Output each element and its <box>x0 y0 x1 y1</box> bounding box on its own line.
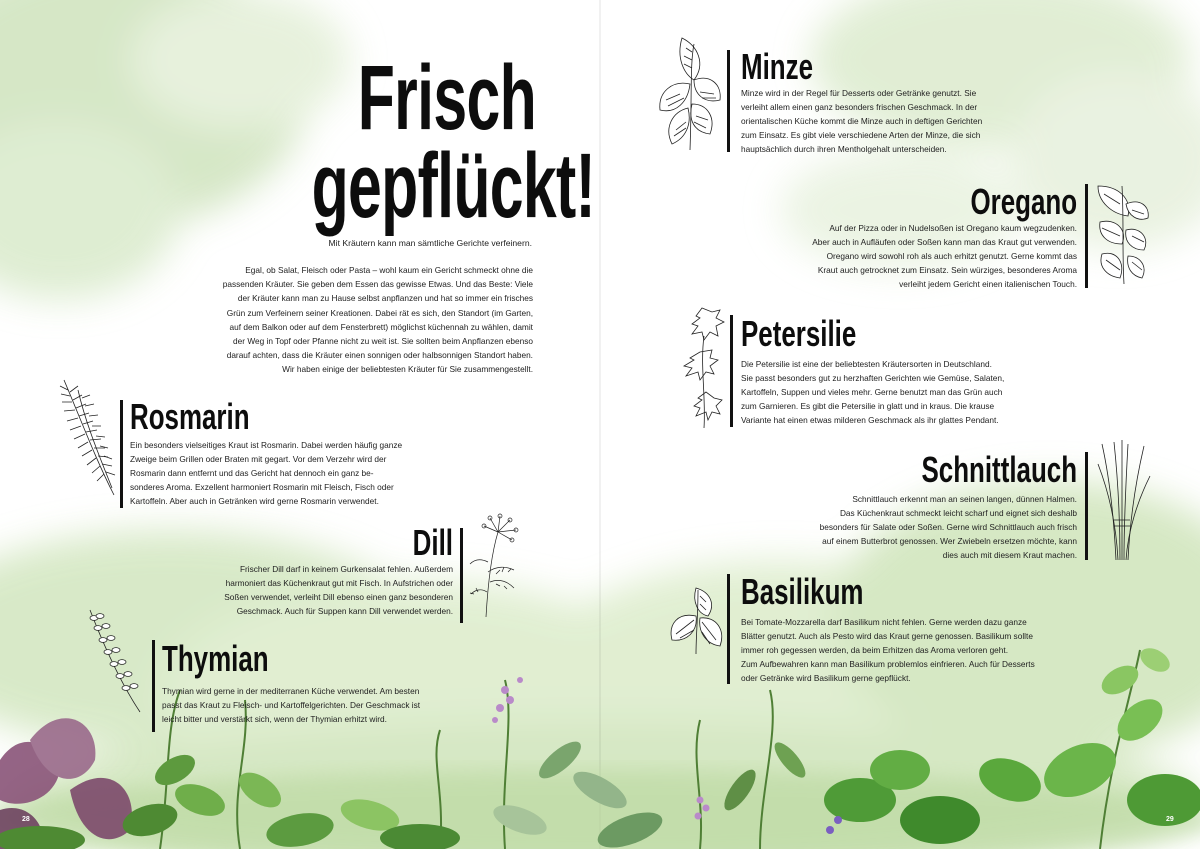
petersilie-text <box>741 357 1081 427</box>
schnittlauch-line: Das Küchenkraut schmeckt leicht scharf und eignet sich deshalb <box>839 508 1077 519</box>
oregano-line: verleiht jedem Gericht einen italienischen Touch. <box>899 279 1077 290</box>
schnittlauch-accent-bar <box>1085 452 1088 560</box>
dill-line: Geschmack. Auch für Suppen kann Dill verwendet werden. <box>236 606 453 617</box>
petersilie-accent-bar <box>730 315 733 427</box>
minze-line: orientalischen Küche kommt die Minze auch in deftigen Gerichten <box>741 116 983 127</box>
oregano-line: Kraut auch getrocknet zum Einsatz. Sein würziges, besonderes Aroma <box>817 265 1077 276</box>
basilikum-heading: Basilikum <box>741 571 864 612</box>
page-title <box>196 47 596 237</box>
basilikum-line: Blätter genutzt. Auch als Pesto wird das Kraut gerne genossen. Basilikum sollte <box>741 631 1033 642</box>
thymian-line: Thymian wird gerne in der mediterranen Küche verwendet. Am besten <box>162 686 420 696</box>
basil-sketch-icon <box>666 586 728 656</box>
intro-line: passenden Kräuter. Sie geben dem Essen das gewisse Etwas. Und das Beste: Viele <box>222 279 533 290</box>
rosmarin-heading: Rosmarin <box>130 396 250 437</box>
schnittlauch-line: dies auch mit diesem Kraut machen. <box>942 550 1077 561</box>
rosemary-sketch-icon <box>56 370 120 500</box>
page-number-left: 28 <box>22 816 30 823</box>
rosmarin-line: sonderes Aroma. Exzellent harmoniert Rosmarin mit Fleisch, Fisch oder <box>130 482 394 493</box>
thymian-heading: Thymian <box>162 638 269 679</box>
intro-text <box>190 263 533 377</box>
petersilie-line: Variante hat einen etwas milderen Geschmack als ihr glattes Pendant. <box>741 415 999 426</box>
thymian-accent-bar <box>152 640 155 732</box>
rosmarin-line: Kartoffeln. Aber auch in Getränken wird gerne Rosmarin verwendet. <box>130 496 379 507</box>
minze-line: zum Einsatz. Es gibt viele verschiedene Arten der Minze, die sich <box>741 130 981 141</box>
petersilie-line: Kartoffeln, Suppen und vieles mehr. Gerne benutzt man das Grün auch <box>741 387 1003 398</box>
petersilie-line: Die Petersilie ist eine der beliebtesten Kräutersorten in Deutschland. <box>741 359 992 369</box>
oregano-accent-bar <box>1085 184 1088 288</box>
dill-accent-bar <box>460 528 463 623</box>
basilikum-line: Bei Tomate-Mozzarella darf Basilikum nicht fehlen. Gerne werden dazu ganze <box>741 617 1027 627</box>
basilikum-text <box>741 615 1086 685</box>
parsley-sketch-icon <box>676 306 730 430</box>
minze-text <box>741 86 1061 156</box>
oregano-line: Aber auch in Aufläufen oder Soßen kann man das Kraut gut verwenden. <box>812 237 1077 248</box>
intro-line: auf dem Balkon oder auf dem Fensterbrett) möglichst küchennah zu wählen, damit <box>229 321 533 332</box>
intro-line: Grün zum Verfeinern seiner Kreationen. Dabei rät es sich, den Standort (im Garten, <box>226 307 533 318</box>
oregano-text <box>740 221 1077 291</box>
basilikum-line: Zum Aufbewahren kann man Basilikum problemlos einfrieren. Auch für Desserts <box>741 659 1035 670</box>
dill-line: Frischer Dill darf in keinem Gurkensalat fehlen. Außerdem <box>239 564 453 574</box>
thymian-line: passt das Kraut zu Fleisch- und Kartoffelgerichten. Der Geschmack ist <box>162 700 421 711</box>
minze-line: hauptsächlich durch ihren Mentholgehalt unterscheiden. <box>741 144 947 155</box>
dill-sketch-icon <box>466 512 530 622</box>
oregano-sketch-icon <box>1092 182 1154 286</box>
dill-text <box>170 562 453 618</box>
intro-line: Wir haben einige der beliebtesten Kräuter für Sie zusammengestellt. <box>282 364 533 375</box>
schnittlauch-line: besonders für Salate oder Soßen. Gerne wird Schnittlauch auch frisch <box>819 522 1077 533</box>
petersilie-heading: Petersilie <box>741 313 857 354</box>
thymian-line: leicht bitter und verstärkt sich, wenn der Thymian erhitzt wird. <box>162 714 387 725</box>
dill-line: harmoniert das Küchenkraut gut mit Fisch. In Aufstrichen oder <box>225 578 453 589</box>
oregano-line: Auf der Pizza oder in Nudelsoßen ist Oregano kaum wegzudenken. <box>829 223 1077 233</box>
schnittlauch-text <box>740 492 1077 562</box>
rosmarin-line: Zweige beim Grillen oder Braten mit gegart. Vor dem Verzehr wird der <box>130 454 387 465</box>
basilikum-line: oder Getränke wird Basilikum gerne gepflückt. <box>741 673 911 684</box>
minze-accent-bar <box>727 50 730 152</box>
schnittlauch-line: auf einem Butterbrot genossen. Wer Zwiebeln ersetzen möchte, kann <box>822 536 1077 547</box>
rosmarin-text <box>130 438 460 508</box>
intro-line: der Kräuter kann man zu Hause selbst anpflanzen und hat so immer ein frisches <box>237 293 533 304</box>
petersilie-line: Sie passt besonders gut zu herzhaften Gerichten wie Gemüse, Salaten, <box>741 373 1005 384</box>
schnittlauch-heading: Schnittlauch <box>921 449 1077 490</box>
basilikum-accent-bar <box>727 574 730 684</box>
rosmarin-line: Ein besonders vielseitiges Kraut ist Rosmarin. Dabei werden häufig ganze <box>130 440 403 450</box>
mint-sketch-icon <box>654 34 724 152</box>
thyme-sketch-icon <box>84 606 150 716</box>
rosmarin-line: Rosmarin dann entfernt und das Gericht hat dennoch ein ganz be- <box>130 468 374 479</box>
rosmarin-accent-bar <box>120 400 123 508</box>
subtitle: Mit Kräutern kann man sämtliche Gerichte verfeinern. <box>328 238 532 248</box>
intro-line: darauf achten, dass die Kräuter einen sonnigen oder halbsonnigen Standort haben. <box>226 350 533 361</box>
basilikum-line: immer roh gegessen werden, da beim Erhitzen das Aroma verloren geht. <box>741 645 1009 656</box>
dill-line: Soßen verwendet, verleiht Dill ebenso einen ganz besonderen <box>224 592 453 603</box>
chives-sketch-icon <box>1096 440 1152 562</box>
petersilie-line: zum Garnieren. Es gibt die Petersilie in glatt und in kraus. Die krause <box>741 401 995 412</box>
title-line-2: gepflückt! <box>311 135 596 237</box>
minze-line: Minze wird in der Regel für Desserts oder Getränke genutzt. Sie <box>741 88 977 98</box>
dill-heading: Dill <box>412 522 453 563</box>
page-number-right: 29 <box>1166 816 1174 823</box>
title-line-1: Frisch <box>357 47 536 149</box>
intro-line: Egal, ob Salat, Fleisch oder Pasta – wohl kaum ein Gericht schmeckt ohne die <box>245 265 533 275</box>
oregano-heading: Oregano <box>970 181 1077 222</box>
intro-line: der Weg in Topf oder Pfanne nicht zu weit ist. Sie sollten beim Anpflanzen ebenso <box>233 336 533 347</box>
schnittlauch-line: Schnittlauch erkennt man an seinen langen, dünnen Halmen. <box>852 494 1077 504</box>
minze-line: verleiht allem einen ganz besonders frischen Geschmack. In der <box>741 102 978 113</box>
oregano-line: Oregano wird sowohl roh als auch erhitzt genutzt. Gerne kommt das <box>826 251 1077 262</box>
minze-heading: Minze <box>741 46 814 87</box>
thymian-text <box>162 684 472 726</box>
